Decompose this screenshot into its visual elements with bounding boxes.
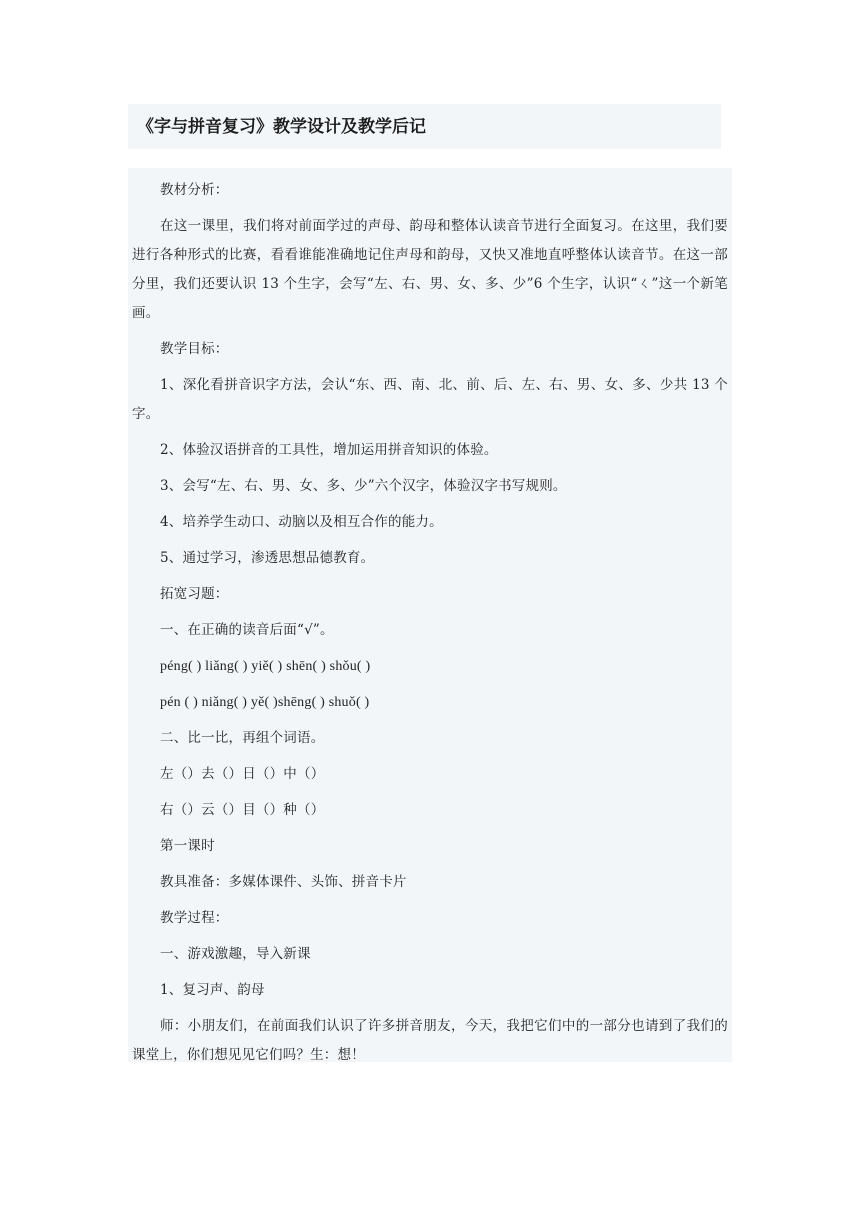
compare-row-2: 右（）云（）目（）种（） (160, 802, 325, 818)
exercise-2-instruction: 二、比一比，再组个词语。 (160, 730, 325, 746)
goal-item-4: 4、培养学生动口、动脑以及相互合作的能力。 (160, 514, 443, 530)
teacher-dialogue: 师：小朋友们，在前面我们认识了许多拼音朋友，今天，我把它们中的一部分也请到了我们的课堂上，你们想见见它们吗？生：想！ (132, 1018, 728, 1063)
section-heading-goals: 教学目标： (160, 341, 229, 357)
materials-line: 教具准备：多媒体课件、头饰、拼音卡片 (160, 874, 407, 890)
analysis-paragraph: 在这一课里，我们将对前面学过的声母、韵母和整体认读音节进行全面复习。在这里，我们要进行各种形式的比赛，看看谁能准确地记住声母和韵母，又快又准地直呼整体认读音节。在这一部分里，我们还要认识 13 个生字，会写“左、右、男、女、多、少”6 个生字，认识“ㄑ”这一个新笔画。 (132, 218, 728, 321)
exercise-1-instruction: 一、在正确的读音后面“√”。 (160, 622, 334, 638)
document-title: 《字与拼音复习》教学设计及教学后记 (137, 117, 426, 137)
goal-item-3: 3、会写“左、右、男、女、多、少”六个汉字，体验汉字书写规则。 (160, 478, 567, 494)
goal-item-5: 5、通过学习，渗透思想品德教育。 (160, 550, 375, 566)
title-banner (128, 104, 721, 149)
section-heading-analysis: 教材分析： (160, 182, 229, 198)
process-substep-1: 1、复习声、韵母 (160, 982, 265, 998)
goal-item-2: 2、体验汉语拼音的工具性，增加运用拼音知识的体验。 (160, 442, 498, 458)
section-heading-process: 教学过程： (160, 910, 229, 926)
process-step-1: 一、游戏激趣，导入新课 (160, 946, 311, 962)
pinyin-row-2: pén ( ) niǎng( ) yě( )shēng( ) shuǒ( ) (160, 695, 370, 710)
document-body (128, 168, 732, 1062)
lesson-heading: 第一课时 (160, 838, 215, 854)
goal-item-1: 1、深化看拼音识字方法，会认“东、西、南、北、前、后、左、右、男、女、多、少共 13 个字。 (132, 377, 728, 422)
pinyin-row-1: péng( ) liǎng( ) yiě( ) shēn( ) shǒu( ) (160, 659, 371, 674)
section-heading-exercises: 拓宽习题： (160, 586, 229, 602)
compare-row-1: 左（）去（）日（）中（） (160, 766, 325, 782)
